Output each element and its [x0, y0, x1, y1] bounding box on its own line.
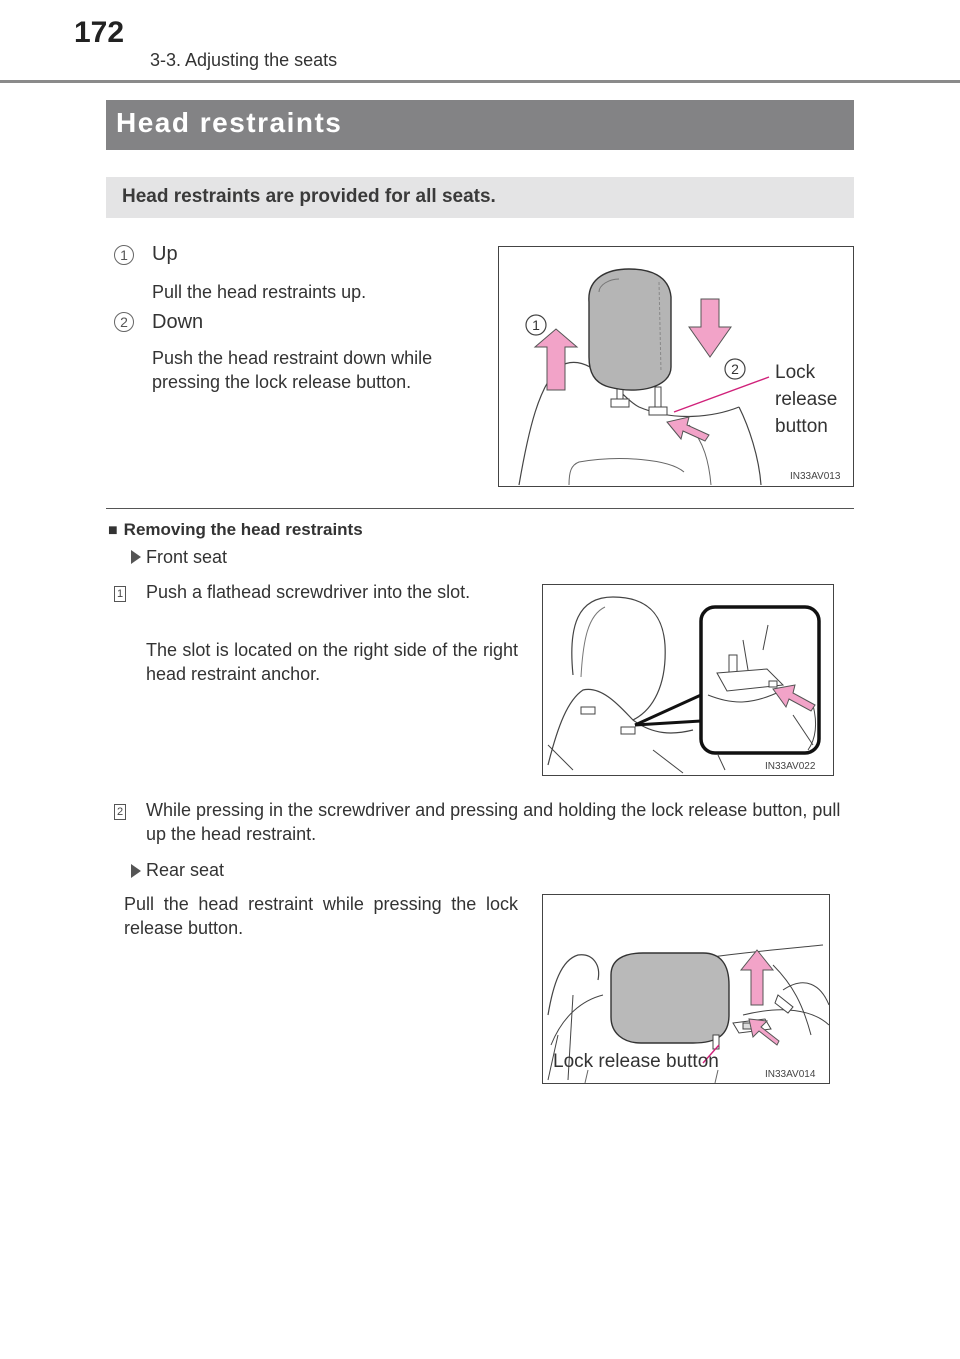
front-seat-slot-illustration	[543, 585, 834, 776]
section-divider	[106, 508, 854, 509]
item-label-up: Up	[152, 243, 178, 265]
item-label-down: Down	[152, 311, 204, 333]
page-title: Head restraints	[116, 107, 343, 138]
figure1-code: IN33AV013	[790, 471, 841, 482]
figure-front-seat-slot	[542, 584, 834, 776]
page-subtitle: Head restraints are provided for all seats.	[122, 186, 496, 207]
figure1-callout	[775, 359, 837, 440]
item-text-up: Pull the head restraints up.	[152, 282, 367, 302]
rear-seat-callout: Lock release button	[553, 1051, 719, 1072]
rear-seat-label: Rear seat	[146, 860, 225, 880]
triangle-bullet-icon	[131, 550, 141, 564]
figure2-code: IN33AV022	[765, 761, 816, 772]
page-number: 172	[74, 16, 125, 49]
rear-seat-text: Pull the head restraint while pressing the lock release button.	[124, 894, 518, 938]
figure-rear-seat-release	[542, 894, 830, 1084]
section-breadcrumb: 3-3. Adjusting the seats	[150, 50, 338, 70]
removing-heading	[108, 520, 363, 540]
triangle-bullet-icon	[131, 864, 141, 878]
step-1-text: Push a flathead screwdriver into the slot.	[146, 582, 471, 602]
figure1-marker-1: 1	[532, 317, 540, 333]
callout-line-2: release	[775, 389, 838, 410]
step-number-2: 2	[114, 804, 126, 820]
figure-head-restraint-adjust	[498, 246, 854, 487]
item-number-2: 2	[114, 312, 134, 332]
header-rule	[0, 80, 960, 83]
front-seat-label: Front seat	[146, 547, 228, 567]
figure3-code: IN33AV014	[765, 1069, 816, 1080]
callout-line-1: Lock	[775, 362, 816, 383]
square-bullet-icon: ■	[108, 522, 118, 539]
step-number-1: 1	[114, 586, 126, 602]
callout-line-3: button	[775, 416, 828, 437]
step-1-note: The slot is located on the right side of the right head restraint anchor.	[146, 640, 518, 684]
item-text-down: Push the head restraint down while pressing the lock release button.	[152, 348, 433, 392]
removing-heading-text: Removing the head restraints	[123, 520, 363, 539]
step-2-text: While pressing in the screwdriver and pressing and holding the lock release button, pull up the head restraint.	[146, 800, 841, 844]
item-number-1: 1	[114, 245, 134, 265]
figure1-marker-2: 2	[731, 361, 739, 377]
